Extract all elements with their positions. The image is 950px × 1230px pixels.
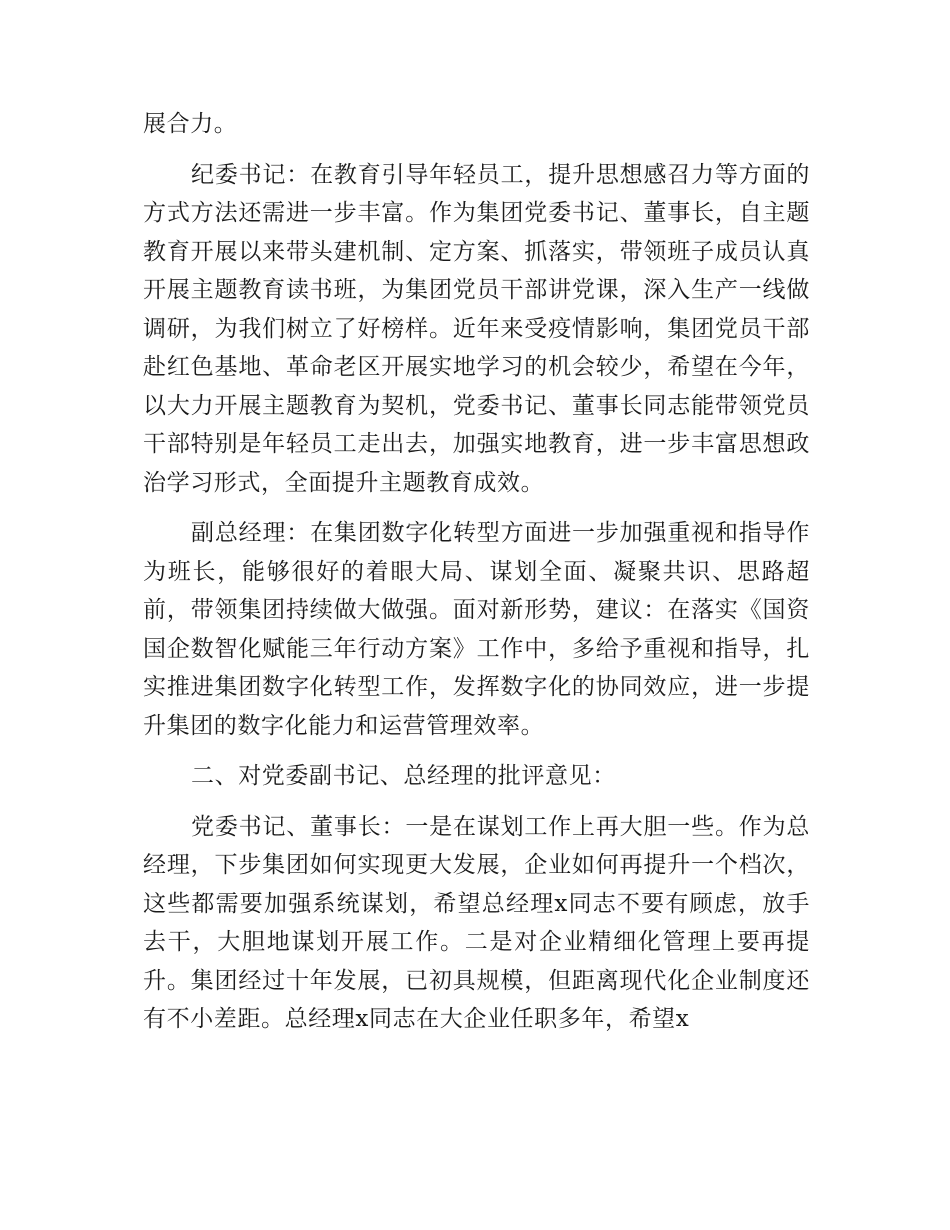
section-heading-criticism: 二、对党委副书记、总经理的批评意见： bbox=[191, 763, 616, 789]
document-body bbox=[143, 105, 810, 1051]
paragraph-party-secretary-chairman: 党委书记、董事长：一是在谋划工作上再大胆一些。作为总经理，下步集团如何实现更大发展，企业如何再提升一个档次，这些都需要加强系统谋划，希望总经理x同志不要有顾虑，放手去干，大胆地谋划开展工作。二是对企业精细化管理上要再提升。集团经过十年发展，已初具规模，但距离现代化企业制度还有不小差距。总经理x同志在大企业任职多年，希望x bbox=[143, 813, 810, 1032]
paragraph-continuation: 展合力。 bbox=[143, 111, 238, 137]
paragraph-deputy-general-manager: 副总经理：在集团数字化转型方面进一步加强重视和指导作为班长，能够很好的着眼大局、谋划全面、凝聚共识、思路超前，带领集团持续做大做强。面对新形势，建议：在落实《国资国企数智化赋能三年行动方案》工作中，多给予重视和指导，扎实推进集团数字化转型工作，发挥数字化的协同效应，进一步提升集团的数字化能力和运营管理效率。 bbox=[143, 520, 810, 739]
paragraph-discipline-secretary: 纪委书记：在教育引导年轻员工，提升思想感召力等方面的方式方法还需进一步丰富。作为集团党委书记、董事长，自主题教育开展以来带头建机制、定方案、抓落实，带领班子成员认真开展主题教育读书班，为集团党员干部讲党课，深入生产一线做调研，为我们树立了好榜样。近年来受疫情影响，集团党员干部赴红色基地、革命老区开展实地学习的机会较少，希望在今年，以大力开展主题教育为契机，党委书记、董事长同志能带领党员干部特别是年轻员工走出去，加强实地教育，进一步丰富思想政治学习形式，全面提升主题教育成效。 bbox=[143, 161, 810, 496]
